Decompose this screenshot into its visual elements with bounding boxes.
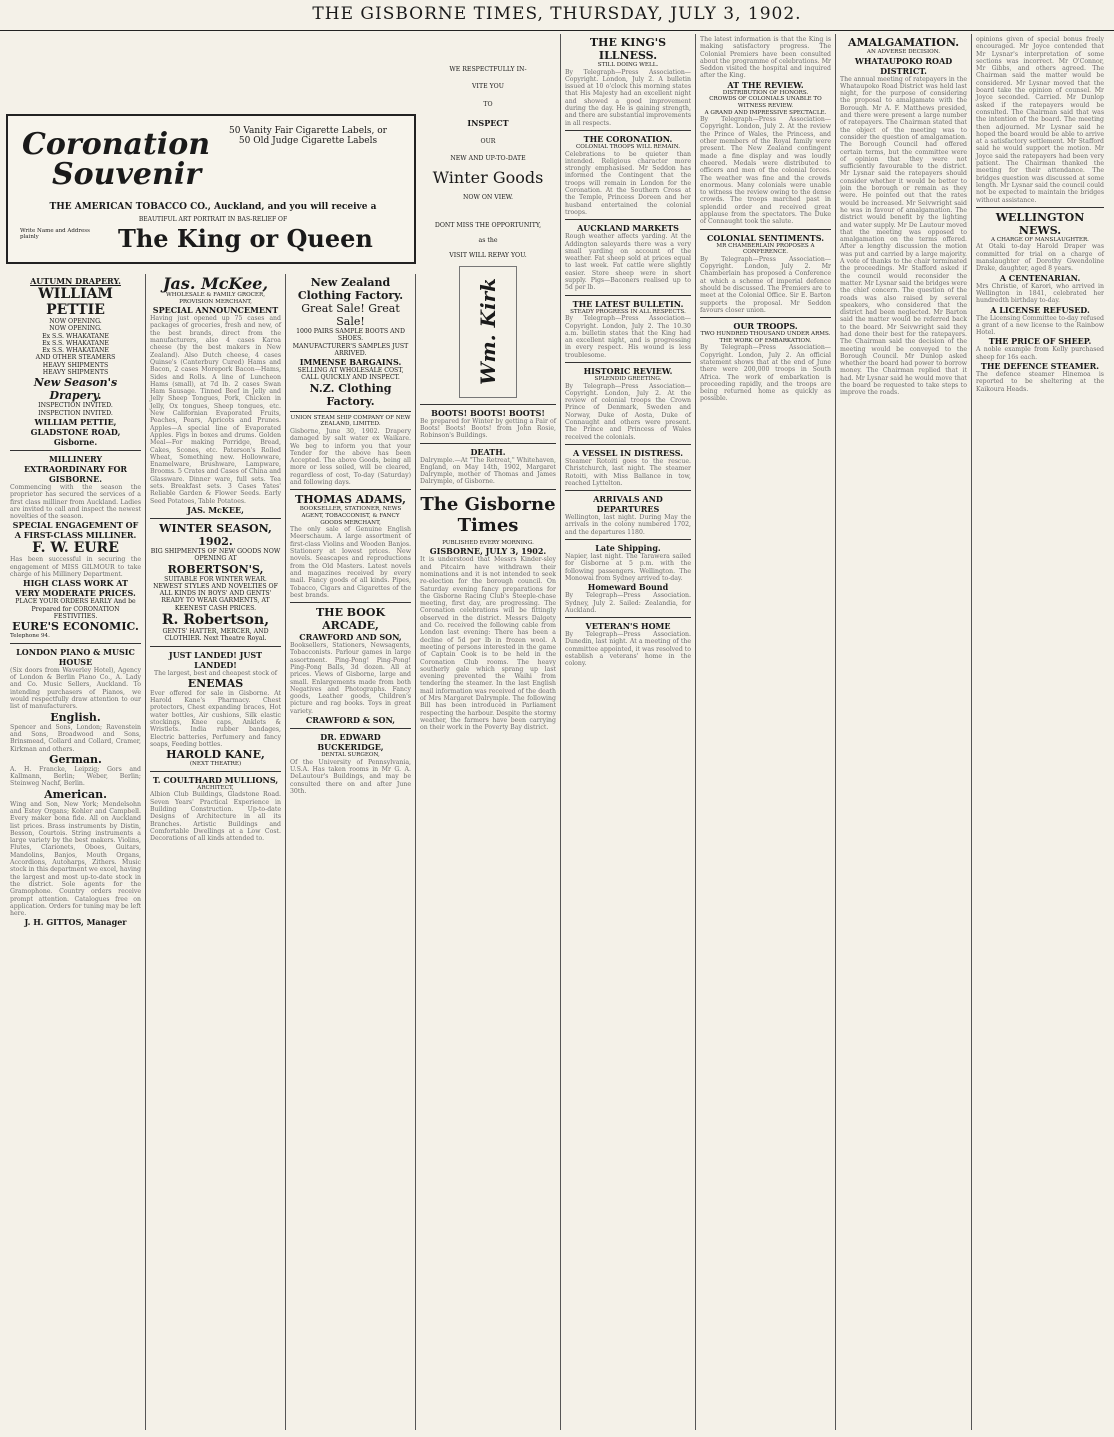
ad-title: [22, 127, 211, 192]
heading-special-engagement: SPECIAL ENGAGEMENT OF A FIRST-CLASS MILLINER.: [12, 520, 139, 541]
ad-title-line2: Souvenir: [52, 157, 202, 192]
text-issue-date: GISBORNE, JULY 3, 1902.: [429, 546, 547, 557]
column-2: Jas. McKee, WHOLESALE & FAMILY GROCER, PROVISION MERCHANT, SPECIAL ANNOUNCEMENT Having just opened up 75 cases and packages of groceries, fresh and new, of the best brands, direct from the manufacturers, also 4 cases Karoa cheese (by the best makers in New Zealand). Also Dutch cheese, 4 cases Quinse's (Canterbury Cured) Hams and Bacon, 2 cases Morepork Bacon—Hams, Sides and Rolls. A line of Luncheon Hams (small), at 7d lb. 2 cases Swan Ham Sausage. Tinned Beef in Jelly and Jelly Sheep Tongues, Pork, Chicken in Jelly, Ox tongues, Sheep tongues, etc. New Californian Evaporated Fruits, Peaches, Pears, Apricots and Prunes. Apples—A special line of Evaporated Apples. Figs in boxes and drums. Golden Meal—For making Porridge, Bread, Cakes, Scones, etc. Paterson's Rolled Wheat, Something new. Hollowware, Enamelware, Brushware, Lampware, Brooms. 5 Crates and Cases of China and Glassware. Dinner ware, full sets. Tea sets. Breakfast sets. 3 Cases Yates' Reliable Garden & Flower Seeds. Early Seed Potatoes, Table Potatoes. JAS. McKEE, WINTER SEASON, 1902. BIG SHIPMENTS OF NEW GOODS NOW OPENING AT ROBERTSON'S, SUITABLE FOR WINTER WEAR. NEWEST STYLES AND NOVELTIES OF ALL KINDS IN BOYS' AND GENTS' READY TO WEAR GARMENTS, AT KEENEST CASH PRICES. R. Robertson, GENTS' HATTER, MERCER, AND CLOTHIER. Next Theatre Royal. JUST LANDED! JUST LANDED! The largest, best and cheapest stock of ENEMAS Ever offered for sale in Gisborne. At Harold Kane's Pharmacy. Chest protectors, Chest expanding braces, Hot water bottles, Air cushions, Silk elastic stockings, Knee caps, Anklets & Wristlets. India rubber bandages, Electric batteries, Perfumery and fancy soaps, Feeding bottles. HAROLD KANE, (NEXT THEATRE) T. COULTHARD MULLIONS, ARCHITECT, Albion Club Buildings, Gladstone Road. Seven Years' Practical Experience in Building Construction. Up-to-date Designs of Architecture in all its Branches. Artistic Buildings and Comfortable Dwellings at a Low Cost. Decorations of all kinds attended to.: [146, 274, 286, 1430]
heading-homeward-bound: Homeward Bound: [587, 582, 669, 593]
heading-colonial-sentiments: COLONIAL SENTIMENTS.: [707, 232, 824, 243]
text-published: PUBLISHED EVERY MORNING.: [442, 539, 534, 546]
ad-offer: [208, 126, 408, 146]
newspaper-title: The Gisborne Times: [420, 493, 556, 536]
column-7: AMALGAMATION. AN ADVERSE DECISION. WHATAUPOKO ROAD DISTRICT. The annual meeting of ratepayers in the Whataupoko Road District was held last night, for the purpose of considering the proposal to amalgamate with the Borough. Mr A. F. Matthews presided, and there were present a large number of ratepayers. The Chairman stated that the object of the meeting was to consider the question of amalgamation. The Borough Council had offered certain terms, but the committee were of opinion that they were not sufficiently favourable to the district. Mr Lysnar said the ratepayers should consider whether it would be better to join the borough or remain as they were. He pointed out that the rates would be increased. Mr Seivwright said he was in favour of amalgamation. The district would benefit by the lighting and water supply. Mr De Lautour moved that the meeting was opposed to amalgamation on the terms offered. After a lengthy discussion the motion was put and carried by a large majority. A vote of thanks to the chair terminated the proceedings. Mr Stafford asked if the council would reconsider the matter. Mr Lysnar said the bridges were the chief concern. The question of the roads was also raised by several speakers, who considered that the district had been neglected. Mr Barton said the matter would be referred back to the board. Mr Seivwright said they had done their best for the ratepayers. The Chairman said the decision of the meeting would be conveyed to the Borough Council. Mr Dunlop asked whether the board had power to borrow money. The Chairman replied that it had. Mr Lysnar said he would move that the board be requested to take steps to improve the roads.: [836, 34, 972, 1430]
text-jas-mckee: JAS. McKEE,: [187, 504, 244, 515]
text-dental-surgeon: DENTAL SURGEON,: [321, 752, 380, 759]
text-big-shipments: BIG SHIPMENTS OF NEW GOODS NOW OPENING AT: [150, 547, 281, 563]
text-just-landed: JUST LANDED! JUST LANDED!: [168, 649, 263, 670]
heading-our-troops: OUR TROOPS.: [733, 321, 798, 332]
heading-dentist: DR. EDWARD BUCKERIDGE,: [317, 732, 384, 753]
text-to: TO: [483, 100, 493, 108]
text-honours: DISTRIBUTION OF HONORS.: [722, 89, 809, 96]
column-4: WE RESPECTFULLY IN- VITE YOU TO INSPECT OUR NEW AND UP-TO-DATE Winter Goods NOW ON VIEW. DONT MISS THE OPPORTUNITY, as the VISIT WILL REPAY YOU. Wm. Kirk BOOTS! BOOTS! BOOTS! Be prepared for Winter by getting a Pair of Boots! Boots! Boots! from John Rosie, Robinson's Buildings. DEATH. Dalrymple.—At "The Retreat," Whitehaven, England, on May 14th, 1902, Margaret Dalrymple, mother of Thomas and James Dalrymple, of Gisborne. The Gisborne Times PUBLISHED EVERY MORNING. GISBORNE, JULY 3, 1902. It is understood that Messrs Kinder-sley and Pitcairn have withdrawn their nominations and it is not intended to seek re-election for the borough council. On Saturday evening fancy preparations for the Gisborne Racing Club's Steeple-chase meeting, first day, are progressing. The Coronation celebrations will be fittingly observed in the district. Messrs Dalgety and Co. received the following cable from London last evening: There has been a decline of 5d per lb in frozen wool. A meeting of persons interested in the game of Captain Cook is to be held in the Coronation Club rooms. The heavy southerly gale which sprang up last evening prevented the Waihi from tendering the steamer. In the last English mail information was received of the death of Mrs Margaret Dalrymple. The following Bill has been introduced in Parliament respecting the harbour. Despite the stormy weather, the farmers have been carrying on their work in the Poverty Bay district.: [416, 34, 561, 1430]
text-order-early: PLACE YOUR ORDERS EARLY And be Prepared for CORONATION FESTIVITIES.: [15, 598, 136, 620]
heading-amalgamation: AMALGAMATION.: [847, 36, 960, 49]
text-respectfully: WE RESPECTFULLY IN-: [449, 66, 527, 73]
heading-at-the-review: AT THE REVIEW.: [727, 79, 804, 90]
heading-defence-steamer: THE DEFENCE STEAMER.: [980, 360, 1100, 371]
text-steady-progress: STEADY PROGRESS IN ALL RESPECTS.: [570, 308, 686, 315]
heading-immense-bargains: IMMENSE BARGAINS.: [299, 357, 402, 368]
ad-king-queen: The King or Queen: [118, 224, 373, 253]
text-crowds: CROWDS OF COLONIALS UNABLE TO WITNESS REVIEW.: [709, 96, 822, 109]
text-shipments: HEAVY SHIPMENTS: [42, 361, 109, 369]
text-still-doing-well: STILL DOING WELL.: [597, 62, 659, 68]
offer-line1: 50 Vanity Fair Cigarette Labels, or: [229, 126, 387, 136]
ad-note: Write Name and Address plainly: [20, 228, 90, 240]
heading-death: DEATH.: [470, 446, 506, 457]
heading-wellington-news: WELLINGTON NEWS.: [995, 210, 1085, 237]
text-architect: ARCHITECT,: [197, 784, 234, 791]
heading-r-robertson: R. Robertson,: [161, 611, 270, 628]
text-call-quickly: CALL QUICKLY AND INSPECT.: [301, 374, 400, 382]
heading-eure: F. W. EURE: [32, 540, 119, 557]
text-work-embarkation: THE WORK OF EMBARKATION.: [719, 337, 812, 344]
text-wholesale-cost: SELLING AT WHOLESALE COST,: [297, 367, 404, 375]
text-telephone: Telephone 94.: [10, 633, 50, 640]
heading-millinery: MILLINERY EXTRAORDINARY FOR GISBORNE.: [23, 453, 128, 484]
heading-enemas: ENEMAS: [187, 676, 244, 690]
text-inspect: INSPECT: [467, 117, 509, 128]
text-next-theatre: (NEXT THEATRE): [189, 761, 242, 768]
text-now-on-view: NOW ON VIEW.: [463, 194, 513, 202]
heading-kings-illness: THE KING'S ILLNESS.: [589, 36, 667, 62]
text-colonial-troops: COLONIAL TROOPS WILL REMAIN.: [575, 143, 681, 150]
heading-jas-mckee: Jas. McKee,: [162, 274, 269, 293]
masthead: THE GISBORNE TIMES, THURSDAY, JULY 3, 1902.: [0, 4, 1114, 31]
heading-piano-house: LONDON PIANO & MUSIC HOUSE: [16, 646, 135, 667]
heading-vessel-distress: A VESSEL IN DISTRESS.: [572, 447, 684, 458]
text-newest-styles: NEWEST STYLES AND NOVELTIES OF ALL KINDS IN BOYS' AND GENTS' READY TO WEAR GARMENTS, AT KEENEST CASH PRICES.: [153, 582, 278, 612]
text-as-the: as the: [478, 237, 498, 245]
column-1: AUTUMN DRAPERY. WILLIAM PETTIE NOW OPENING. NOW OPENING. Ex S.S. WHAKATANE Ex S.S. WHAKATANE Ex S.S. WHAKATANE AND OTHER STEAMERS HEAVY SHIPMENTS HEAVY SHIPMENTS New Season's Drapery. INSPECTION INVITED. INSPECTION INVITED. WILLIAM PETTIE, GLADSTONE ROAD, Gisborne. MILLINERY EXTRAORDINARY FOR GISBORNE. Commencing with the season the proprietor has secured the services of a first class milliner from Auckland. Ladies are invited to call and inspect the newest novelties of the season. SPECIAL ENGAGEMENT OF A FIRST-CLASS MILLINER. F. W. EURE Has been successful in securing the engagement of MISS GILMOUR to take charge of his Millinery Department. HIGH CLASS WORK AT VERY MODERATE PRICES. PLACE YOUR ORDERS EARLY And be Prepared for CORONATION FESTIVITIES. EURE'S ECONOMIC. Telephone 94. LONDON PIANO & MUSIC HOUSE (Six doors from Waverley Hotel), Agency of London & Berlin Piano Co., A. Lady and Co. Music Sellers, Auckland. To intending purchasers of Pianos, we would respectfully draw attention to our list of manufacturers. English. Spencer and Sons, London; Ravenstein and Sons, Broadwood and Sons, Brinsmead, Collard and Collard, Cramer, Kirkman and others. German. A. H. Francke, Leipzig; Gors and Kallmann, Berlin; Weber, Berlin; Steinweg Nachf, Berlin. American. Wing and Son, New York; Mendelsohn and Estey Organs; Kohler and Campbell. Every maker bona fide. All on Auckland list prices. Brass instruments by Distin, Besson, Courtois. String instruments a large variety by the best makers. Violins, Flutes, Clarionets, Oboes, Guitars, Mandolins, Banjos, Mouth Organs, Accordions, Autoharps, Zithers. Music stock in this department we excel, having the largest and most up-to-date stock in the district. Sole agents for the Gramophone. Country orders receive prompt attention. Catalogues free on application. Orders for tuning may be left here. J. H. GITTOS, Manager: [6, 274, 146, 1430]
text-our: OUR: [480, 137, 496, 145]
text-address: WILLIAM PETTIE, GLADSTONE ROAD, Gisborne.: [30, 416, 121, 447]
text-manager: J. H. GITTOS, Manager: [24, 917, 127, 928]
text-samples-arrived: MANUFACTURER'S SAMPLES JUST ARRIVED.: [292, 342, 409, 357]
text-dont-miss: DONT MISS THE OPPORTUNITY,: [434, 221, 542, 229]
heading-robertsons: ROBERTSON'S,: [167, 562, 264, 576]
heading-auckland-markets: AUCKLAND MARKETS: [577, 223, 679, 234]
text-two-hundred-thousand: TWO HUNDRED THOUSAND UNDER ARMS.: [700, 331, 831, 338]
heading-season: New Season's Drapery.: [33, 376, 118, 403]
heading-winter-goods: Winter Goods: [432, 168, 544, 188]
text-crawford-son: CRAWFORD & SON,: [305, 715, 396, 726]
text-steamers: AND OTHER STEAMERS: [35, 354, 116, 362]
column-5: THE KING'S ILLNESS. STILL DOING WELL. By Telegraph—Press Association—Copyright. London, July 2. A bulletin issued at 10 o'clock this morning states that His Majesty had an excellent night and showed a good improvement during the day. He is gaining strength, and there are substantial improvements in all respects. THE CORONATION. COLONIAL TROOPS WILL REMAIN. Celebrations to be quieter than intended. Religious character more strongly emphasised. Mr Seddon has informed the Contingent that the troops will remain in London for the Coronation. At the Southern Cross at the Temple, Princess Doreen and her husband entertained the colonial troops. AUCKLAND MARKETS Rough weather affects yarding. At the Addington saleyards there was a very small yarding on account of the weather. Fat sheep sold at prices equal to last week. Fat cattle were slightly easier. Store sheep were in short supply. Pigs—Baconers realised up to 5d per lb. THE LATEST BULLETIN. STEADY PROGRESS IN ALL RESPECTS. By Telegraph—Press Association—Copyright. London, July 2. The 10.30 a.m. bulletin states that the King had an excellent night, and is progressing in every respect. His wound is less troublesome. HISTORIC REVIEW. SPLENDID GREETING. By Telegraph—Press Association—Copyright. London, July 2. At the review of colonial troops the Crown Prince of Denmark, Sweden and Norway, Duke of Aosta, Duke of Connaught and others were present. The Prince and Princess of Wales received the colonials. A VESSEL IN DISTRESS. Steamer Rotoiti goes to the rescue. Christchurch, last night. The steamer Rotoiti, with Miss Ballance in tow, reached Lyttelton. ARRIVALS AND DEPARTURES Wellington, last night. During May the arrivals in the colony numbered 1702, and the departures 1180. Late Shipping. Napier, last night. The Tarawera sailed for Gisborne at 5 p.m. with the following passengers. Wellington. The Monowai from Sydney arrived to-day. Homeward Bound By Telegraph—Press Association. Sydney, July 2. Sailed: Zealandia, for Auckland. VETERAN'S HOME By Telegraph—Press Association. Dunedin, last night. At a meeting of the committee appointed, it was resolved to establish a veterans' home in the colony.: [561, 34, 696, 1430]
ad-company: THE AMERICAN TOBACCO CO., Auckland, and you will receive a: [49, 202, 377, 212]
text-shipments: HEAVY SHIPMENTS: [42, 369, 109, 377]
heading-arrivals-departures: ARRIVALS AND DEPARTURES: [593, 494, 663, 515]
heading-eures-economic: EURE'S ECONOMIC.: [12, 620, 139, 634]
heading-centenarian: A CENTENARIAN.: [999, 272, 1081, 283]
text-now-opening: NOW OPENING.: [49, 325, 102, 333]
heading-winter-season: WINTER SEASON, 1902.: [159, 521, 272, 548]
column-8: opinions given of special bonus freely encouraged. Mr Joyce contended that Mr Lysnar's interpretation of some sections was incorrect. Mr O'Connor, Mr Gibbs, and others agreed. The Chairman said the matter would be considered. Mr Lysnar moved that the board take the opinion of counsel. Mr Joyce seconded. Carried. Mr Dunlop asked if the ratepayers would be consulted. The Chairman said that was the intention of the board. The meeting then adjourned. Mr Lysnar said he hoped the board would be able to arrive at a satisfactory settlement. Mr Stafford said he would support the motion. Mr Joyce said the ratepayers had been very patient. The Chairman thanked the meeting for their attendance. The bridges question was discussed at some length. Mr Lysnar said the council could not be expected to maintain the bridges without assistance. WELLINGTON NEWS. A CHARGE OF MANSLAUGHTER. At Otaki to-day Harold Draper was committed for trial on a charge of manslaughter of Dorothy Gwendoline Drake, daughter, aged 8 years. A CENTENARIAN. Mrs Christie, of Karori, who arrived in Wellington in 1841, celebrated her hundredth birthday to-day. A LICENSE REFUSED. The Licensing Committee to-day refused a grant of a new license to the Rainbow Hotel. THE PRICE OF SHEEP. A noble example from Kelly purchased sheep for 16s each. THE DEFENCE STEAMER. The defence steamer Hinemoa is reported to be sheltering at the Kaikoura Heads.: [976, 36, 1104, 393]
heading-veterans-home: VETERAN'S HOME: [585, 621, 671, 632]
text-manslaughter: A CHARGE OF MANSLAUGHTER.: [991, 236, 1089, 243]
heading-boots: BOOTS! BOOTS! BOOTS!: [431, 407, 545, 418]
text-grocer: WHOLESALE & FAMILY GROCER, PROVISION MERCHANT,: [165, 292, 266, 305]
heading-thomas-adams: THOMAS ADAMS,: [295, 493, 406, 507]
heading-nz-factory: N.Z. Clothing Factory.: [309, 381, 392, 408]
logo-text: Wm. Kirk: [476, 278, 500, 386]
text-adams-bookseller: BOOKSELLER, STATIONER, NEWS AGENT, TOBACCONIST, & FANCY GOODS MERCHANT,: [299, 506, 402, 526]
heading-special-announcement: SPECIAL ANNOUNCEMENT: [152, 305, 279, 316]
text-grand-spectacle: A GRAND AND IMPRESSIVE SPECTACLE.: [704, 109, 827, 116]
heading-late-shipping: Late Shipping.: [595, 543, 661, 554]
heading-german: German.: [49, 752, 102, 766]
text-union-steam-ship: UNION STEAM SHIP COMPANY OF NEW ZEALAND, LIMITED.: [290, 414, 411, 428]
heading-book-arcade: THE BOOK ARCADE,: [315, 606, 386, 633]
text-gents-hatter: GENTS' HATTER, MERCER, AND CLOTHIER. Next Theatre Royal.: [162, 627, 269, 643]
heading-autumn-drapery: AUTUMN DRAPERY.: [30, 276, 121, 286]
heading-mullions: T. COULTHARD MULLIONS,: [152, 774, 279, 785]
heading-license-refused: A LICENSE REFUSED.: [990, 304, 1090, 315]
heading-road-district: WHATAUPOKO ROAD DISTRICT.: [854, 55, 953, 76]
text-visit-repay: VISIT WILL REPAY YOU.: [449, 252, 527, 260]
text-invited: INSPECTION INVITED.: [38, 409, 113, 417]
text-vite-you: VITE YOU: [472, 83, 504, 91]
offer-line2: 50 Old Judge Cigarette Labels: [238, 136, 378, 146]
text-ship: Ex S.S. WHAKATANE: [42, 347, 109, 355]
text-suitable: SUITABLE FOR WINTER WEAR.: [164, 575, 267, 583]
text-adverse-decision: AN ADVERSE DECISION.: [866, 49, 941, 55]
heading-latest-bulletin: THE LATEST BULLETIN.: [572, 298, 684, 309]
coronation-souvenir-ad: [6, 114, 416, 264]
text-ship: Ex S.S. WHAKATANE: [42, 332, 109, 340]
heading-william-pettie: WILLIAM PETTIE: [38, 286, 113, 318]
text-high-class-work: HIGH CLASS WORK AT VERY MODERATE PRICES.: [15, 578, 136, 599]
ad-portrait: BEAUTIFUL ART PORTRAIT IN BAS-RELIEF OF: [138, 216, 288, 223]
text-new-and-up-to-date: NEW AND UP-TO-DATE: [450, 155, 526, 163]
heading-historic-review: HISTORIC REVIEW.: [583, 365, 673, 376]
text-sample-boots: 1000 PAIRS SAMPLE BOOTS AND SHOES.: [296, 328, 405, 343]
text-ship: Ex S.S. WHAKATANE: [42, 339, 109, 347]
heading-harold-kane: HAROLD KANE,: [166, 748, 265, 762]
heading-crawford-and-son: CRAWFORD AND SON,: [299, 632, 402, 643]
column-6: The latest information is that the King is making satisfactory progress. The Colonial Premiers have been consulted about the programme of celebrations. Mr Seddon visited the hospital and inquired after the King. AT THE REVIEW. DISTRIBUTION OF HONORS. CROWDS OF COLONIALS UNABLE TO WITNESS REVIEW. A GRAND AND IMPRESSIVE SPECTACLE. By Telegraph—Press Association—Copyright. London, July 2. At the review the Prince of Wales, the Princess, and other members of the Royal family were present. The New Zealand contingent made a fine display and was loudly cheered. Medals were distributed to officers and men of the colonial forces. The weather was fine and the crowds enormous. Many colonials were unable to witness the review owing to the dense crowds. The troops marched past in splendid order and received great applause from the spectators. The Duke of Connaught took the salute. COLONIAL SENTIMENTS. MR CHAMBERLAIN PROPOSES A CONFERENCE. By Telegraph—Press Association—Copyright. London, July 2. Mr Chamberlain has proposed a Conference at which a scheme of imperial defence should be discussed. The Premiers are to meet at the Colonial Office. Sir E. Barton supports the proposal. Mr Seddon favours closer union. OUR TROOPS. TWO HUNDRED THOUSAND UNDER ARMS. THE WORK OF EMBARKATION. By Telegraph—Press Association—Copyright. London, July 2. An official statement shows that at the end of June there were 200,000 troops in South Africa. The work of embarkation is proceeding rapidly, and the troops are being returned home as quickly as possible.: [696, 34, 836, 1430]
heading-the-coronation: THE CORONATION.: [583, 133, 673, 144]
heading-nz-clothing-factory: New Zealand Clothing Factory.: [297, 276, 404, 302]
ad-title-line1: Coronation: [22, 127, 211, 162]
text-splendid-greeting: SPLENDID GREETING.: [594, 375, 662, 382]
text-chamberlain: MR CHAMBERLAIN PROPOSES A CONFERENCE.: [716, 242, 815, 256]
newspaper-page: [6, 34, 1108, 1430]
heading-american: American.: [44, 787, 107, 801]
heading-price-of-sheep: THE PRICE OF SHEEP.: [988, 336, 1092, 347]
text-invited: INSPECTION INVITED.: [38, 402, 113, 410]
column-3: New Zealand Clothing Factory. Great Sale! Great Sale! 1000 PAIRS SAMPLE BOOTS AND SHOES. MANUFACTURER'S SAMPLES JUST ARRIVED. IMMENSE BARGAINS. SELLING AT WHOLESALE COST, CALL QUICKLY AND INSPECT. N.Z. Clothing Factory. UNION STEAM SHIP COMPANY OF NEW ZEALAND, LIMITED. Gisborne, June 30, 1902. Drapery damaged by salt water ex Waikare. We beg to inform you that your Tender for the above has been Accepted. The above Goods, being all more or less soiled, will be cleared, regardless of cost, To-day (Saturday) and following days. THOMAS ADAMS, BOOKSELLER, STATIONER, NEWS AGENT, TOBACCONIST, & FANCY GOODS MERCHANT, The only sale of Genuine English Meerschaum. A large assortment of first-class Violins and Wooden Banjos. Stationery at lowest prices. New novels. Seascapes and reproductions from the Old Masters. Latest novels and magazines received by every mail. Fancy goods of all kinds. Pipes, Tobacco, Cigars and Cigarettes of the best brands. THE BOOK ARCADE, CRAWFORD AND SON, Booksellers, Stationers, Newsagents, Tobacconists. Parlour games in large assortment. Ping-Pong! Ping-Pong! Ping-Pong Balls, 3d dozen. All at prices. Views of Gisborne, large and small. Enlargements made from both Negatives and Photographs. Fancy goods, Leather goods, Children's picture and rag books. Toys in great variety. CRAWFORD & SON, DR. EDWARD BUCKERIDGE, DENTAL SURGEON, Of the University of Pennsylvania, U.S.A. Has taken rooms in Mr G. A. DeLautour's Buildings, and may be consulted there on and after June 30th.: [286, 274, 416, 1430]
store-logo: [459, 266, 517, 398]
text-now-opening: NOW OPENING.: [49, 318, 102, 325]
heading-english: English.: [50, 710, 101, 724]
heading-great-sale: Great Sale! Great Sale!: [301, 302, 400, 328]
